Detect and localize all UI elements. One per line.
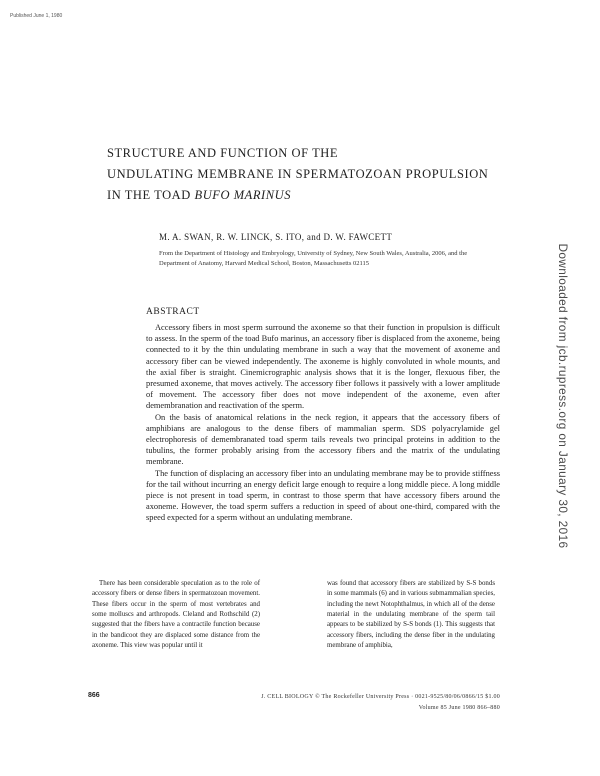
affiliation: From the Department of Histology and Embryology, University of Sydney, New South Wales, Australia, 2006, and the Department of Anatomy, Harvard Medical School, Boston, Massachusetts 02115 [159,250,468,267]
abstract-paragraph: On the basis of anatomical relations in the neck region, it appears that the accessory fibers of amphibians are analogous to the dense fibers of mammalian sperm. SDS polyacrylamide gel electrophoresis of demembranated toad sperm tails reveals two principal proteins in addition to the tubulins, the former probably arising from the accessory fibers and the matrix of the undulating membrane. [146,412,500,467]
article-title [107,143,547,206]
title-line-text: IN THE TOAD [107,188,191,202]
title-line: STRUCTURE AND FUNCTION OF THE [107,146,339,160]
title-line: UNDULATING MEMBRANE IN SPERMATOZOAN PROPULSION [107,167,489,181]
published-date: Published June 1, 1980 [10,13,63,19]
abstract-body [146,322,500,524]
author-list: M. A. SWAN, R. W. LINCK, S. ITO, and D. W. FAWCETT [159,232,393,242]
journal-volume: Volume 85 June 1980 866–880 [418,705,500,711]
intro-paragraph: was found that accessory fibers are stabilized by S-S bonds in some mammals (6) and in various submammalian species, including the newt Notophthalmus, in which all of the dense material in the undulating membrane of the sperm tail appears to be stabilized by S-S bonds (1). This suggests that accessory fibers, including the dense fiber in the undulating membrane of amphibia, [327,580,495,650]
abstract-paragraph: The function of displacing an accessory fiber into an undulating membrane may be to provide stiffness for the tail without incurring an energy deficit large enough to require a long middle piece. A long middle piece is not present in toad sperm, in contrast to those sperm that have accessory fibers around the axoneme. However, the toad sperm suffers a reduction in speed of about one-third, compared with the speed expected for a sperm without an undulating membrane. [146,468,500,523]
species-name: BUFO MARINUS [194,188,292,202]
journal-citation: J. CELL BIOLOGY © The Rockefeller University Press · 0021-9525/80/06/0866/15 $1.00 [261,694,500,700]
intro-column-left [92,579,260,651]
title-line [107,185,547,206]
download-watermark: Downloaded from jcb.rupress.org on January 30, 2016 [556,243,570,549]
intro-column-right [327,579,495,651]
abstract-paragraph: Accessory fibers in most sperm surround the axoneme so that their function in propulsion is difficult to assess. In the sperm of the toad Bufo marinus, an accessory fiber is displaced from the axoneme, being connected to it by the thin undulating membrane in such a way that the movement of axoneme and accessory fiber can be viewed independently. The axoneme is highly convoluted in whole mounts, and the axial fiber is straight. Cinemicrographic analysis shows that it is the longer, flexuous fiber, the presumed axoneme, that moves actively. The accessory fiber follows it passively with a lower amplitude of movement. The accessory fiber does not move independent of the axoneme, even after demembranation and reactivation of the sperm. [146,323,500,411]
page-number: 866 [88,692,100,699]
abstract-heading: ABSTRACT [146,307,200,317]
intro-paragraph: There has been considerable speculation as to the role of accessory fibers or dense fibers in spermatozoan movement. These fibers occur in the sperm of most vertebrates and some molluscs and arthropods. Cleland and Rothschild (2) suggested that the fibers have a contractile function because in the bandicoot they are displaced some distance from the axoneme. This view was popular until it [92,580,260,650]
